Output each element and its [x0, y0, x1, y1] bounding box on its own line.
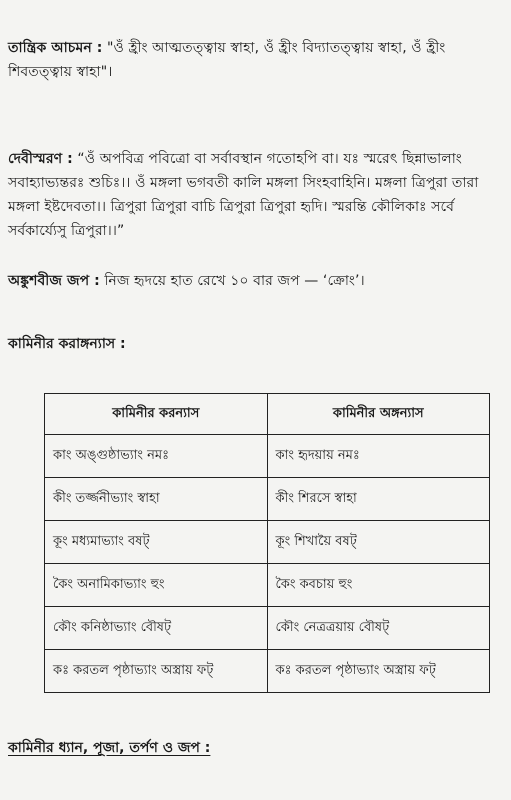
header-anganyas: কামিনীর অঙ্গন্যাস [267, 394, 490, 435]
tantrik-achaman-paragraph [8, 36, 498, 84]
devi-smaran-text: “ওঁ অপবিত্র পবিত্রো বা সর্বাবস্থান গতোহপি বা। যঃ স্মরেৎ ছিন্নাভালাং সবাহ্যাভ্যন্তরঃ শুচিঃ।। ওঁ মঙ্গলা ভগবতী কালি মঙ্গলা সিংহবাহিনি। মঙ্গলা ত্রিপুরা তারা মঙ্গলা ইষ্টদেবতা।। ত্রিপুরা ত্রিপুরা বাচি ত্রিপুরা ত্রিপুরা হৃদি। স্মরন্তি কৌলিকাঃ সর্বে সর্বকার্য্যেসু ত্রিপুরা।।” [8, 151, 479, 239]
ankush-beej-text: নিজ হৃদয়ে হাত রেখে ১০ বার জপ — ‘ক্রোং’। [99, 273, 365, 289]
table-cell: কীং তর্জ্জনীভ্যাং স্বাহা [45, 478, 268, 521]
kamini-dhyan-heading: কামিনীর ধ্যান, পূজা, তর্পণ ও জপ : [8, 740, 211, 756]
nyasa-table [44, 393, 490, 693]
table-cell: কৈং কবচায় হুং [267, 564, 490, 607]
table-cell: কঃ করতল পৃষ্ঠাভ্যাং অস্ত্রায় ফট্‌ [267, 650, 490, 693]
kamini-karanganyas-heading: কামিনীর করাঙ্গন্যাস : [8, 336, 126, 352]
table-cell: কৌং কনিষ্ঠাভ্যাং বৌষট্‌ [45, 607, 268, 650]
table-row [45, 564, 490, 607]
table-cell: কূং মধ্যমাভ্যাং বষট্‌ [45, 521, 268, 564]
table-cell: কৌং নেত্রত্রয়ায় বৌষট্‌ [267, 607, 490, 650]
tantrik-achaman-text: "ওঁ হ্রীং আত্মতত্ত্বায় স্বাহা, ওঁ হ্রীং বিদ্যাতত্ত্বায় স্বাহা, ওঁ হ্রীং শিবতত্ত্বায় স্বাহা"। [8, 40, 446, 80]
table-cell: কাং হৃদয়ায় নমঃ [267, 435, 490, 478]
table-cell: কূং শিখায়ৈ বষট্‌ [267, 521, 490, 564]
table-row [45, 521, 490, 564]
devi-smaran-paragraph [8, 147, 498, 243]
table-row [45, 650, 490, 693]
table-row [45, 435, 490, 478]
ankush-beej-label: অঙ্কুশবীজ জপ : [8, 273, 100, 289]
tantrik-achaman-label: তান্ত্রিক আচমন : [8, 40, 103, 56]
table-row [45, 478, 490, 521]
table-cell: কীং শিরসে স্বাহা [267, 478, 490, 521]
table-cell: কাং অঙ্গুষ্ঠাভ্যাং নমঃ [45, 435, 268, 478]
devi-smaran-label: দেবীস্মরণ : [8, 151, 73, 167]
ankush-beej-paragraph [8, 269, 498, 293]
table-cell: কঃ করতল পৃষ্ঠাভ্যাং অস্ত্রায় ফট্‌ [45, 650, 268, 693]
table-row [45, 607, 490, 650]
header-karanyas: কামিনীর করন্যাস [45, 394, 268, 435]
table-cell: কৈং অনামিকাভ্যাং হুং [45, 564, 268, 607]
table-header-row [45, 394, 490, 435]
